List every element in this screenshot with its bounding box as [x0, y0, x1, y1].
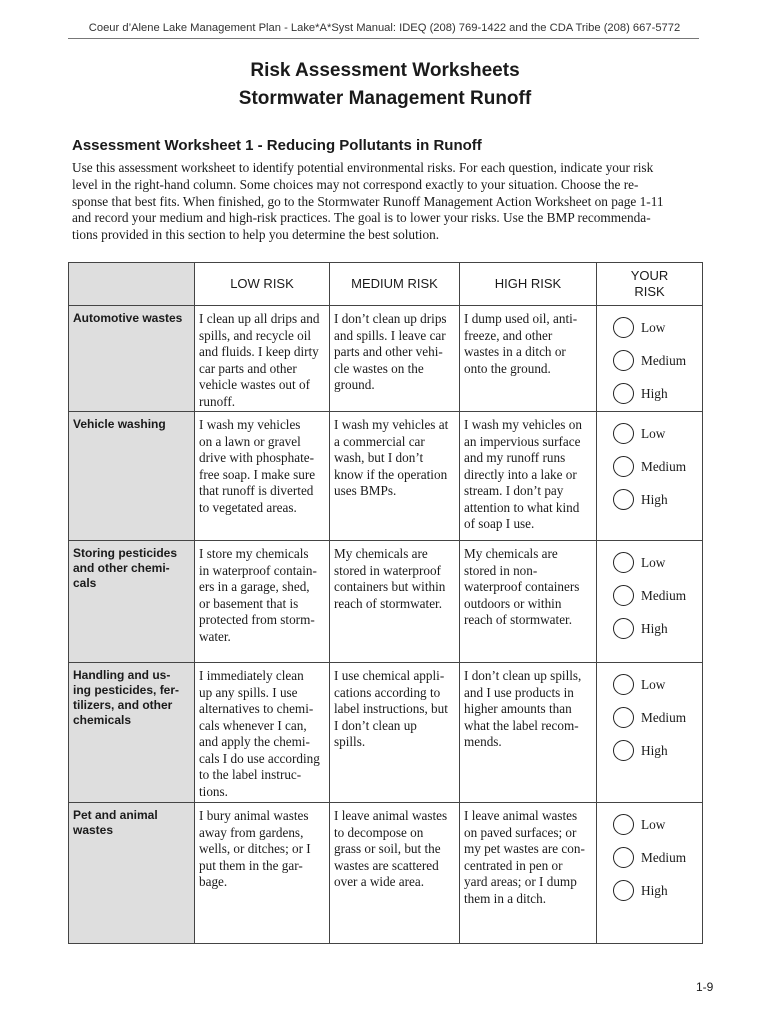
radio-circle-icon[interactable]	[613, 674, 634, 695]
table-row	[69, 541, 703, 663]
cell-text-line: spills.	[334, 734, 366, 749]
intro-line: and record your medium and high-risk practices. The goal is to lower your risks. Use the BMP recommenda-	[72, 210, 651, 226]
category-text-line: chemicals	[73, 713, 132, 727]
low-risk-description	[195, 306, 330, 412]
radio-circle-icon[interactable]	[613, 740, 634, 761]
cell-text-line: what the label recom-	[464, 717, 579, 733]
cell-text-line: label instructions, but	[334, 701, 448, 716]
cell-text-line: or basement that is	[199, 595, 299, 611]
category-text-line: tilizers, and other	[73, 698, 173, 712]
medium-risk-description	[330, 803, 460, 944]
radio-circle-icon[interactable]	[613, 489, 634, 510]
cell-text-line: to the label instruc-	[199, 767, 302, 782]
cell-text-line: I don’t clean up drips	[334, 311, 447, 326]
low-risk-description	[195, 803, 330, 944]
radio-circle-icon[interactable]	[613, 880, 634, 901]
cell-text-line: car parts and other	[199, 360, 297, 376]
risk-option-label: High	[641, 620, 668, 636]
cell-text-line: I use chemical appli-	[334, 668, 445, 683]
low-risk-description	[195, 412, 330, 541]
section-heading: Assessment Worksheet 1 - Reducing Pollutants in Runoff	[72, 137, 482, 154]
intro-paragraph	[72, 160, 704, 244]
cell-text-line: grass or soil, but the	[334, 841, 441, 856]
cell-text-line: drive with phosphate-	[199, 450, 314, 465]
category-text-line: Storing pesticides	[73, 546, 178, 560]
risk-option-medium[interactable]	[613, 344, 702, 377]
high-risk-description	[460, 541, 597, 663]
cell-text-line: wells, or ditches; or I	[199, 841, 311, 856]
cell-text-line: reach of stormwater.	[464, 612, 573, 627]
your-risk-selector	[597, 541, 703, 663]
cell-text-line: stored in non-	[464, 562, 538, 578]
header-your-risk	[597, 263, 703, 306]
risk-option-high[interactable]	[613, 483, 702, 516]
row-category	[69, 663, 195, 803]
row-category	[69, 541, 195, 663]
cell-text-line: I store my chemicals	[199, 546, 309, 561]
cell-text-line: put them in the gar-	[199, 857, 303, 873]
cell-text-line: on paved surfaces; or	[464, 824, 577, 840]
cell-text-line: onto the ground.	[464, 360, 551, 376]
risk-option-label: Low	[641, 676, 666, 692]
page-number: 1-9	[696, 980, 714, 994]
cell-text-line: my pet wastes are con-	[464, 841, 585, 856]
radio-circle-icon[interactable]	[613, 814, 634, 835]
cell-text-line: cle wastes on the	[334, 360, 424, 376]
cell-text-line: I leave animal wastes	[464, 808, 578, 823]
high-risk-description	[460, 306, 597, 412]
medium-risk-description	[330, 541, 460, 663]
risk-assessment-table	[68, 262, 703, 944]
risk-option-high[interactable]	[613, 612, 702, 645]
category-text-line: ing pesticides, fer-	[73, 683, 180, 697]
cell-text-line: in waterproof contain-	[199, 562, 317, 578]
radio-circle-icon[interactable]	[613, 585, 634, 606]
cell-text-line: protected from storm-	[199, 612, 315, 627]
cell-text-line: over a wide area.	[334, 874, 425, 889]
radio-circle-icon[interactable]	[613, 847, 634, 868]
radio-circle-icon[interactable]	[613, 383, 634, 404]
cell-text-line: I dump used oil, anti-	[464, 311, 578, 326]
cell-text-line: of soap I use.	[464, 516, 535, 531]
radio-circle-icon[interactable]	[613, 456, 634, 477]
cell-text-line: reach of stormwater.	[334, 595, 443, 611]
cell-text-line: free soap. I make sure	[199, 466, 316, 482]
page-title: Risk Assessment Worksheets	[250, 60, 520, 81]
risk-option-low[interactable]	[613, 311, 702, 344]
cell-text-line: ers in a garage, shed,	[199, 579, 310, 594]
risk-option-high[interactable]	[613, 734, 702, 767]
cell-text-line: centrated in pen or	[464, 857, 563, 873]
cell-text-line: wastes in a ditch or	[464, 344, 566, 359]
category-text-line: Pet and animal	[73, 808, 158, 822]
cell-text-line: to decompose on	[334, 824, 424, 840]
cell-text-line: I wash my vehicles on	[464, 417, 582, 432]
risk-option-low[interactable]	[613, 546, 702, 579]
your-risk-selector	[597, 663, 703, 803]
cell-text-line: away from gardens,	[199, 824, 304, 840]
risk-option-label: Medium	[641, 458, 687, 474]
low-risk-description	[195, 663, 330, 803]
risk-option-label: Low	[641, 554, 666, 570]
category-text-line: Handling and us-	[73, 668, 171, 682]
high-risk-description	[460, 663, 597, 803]
cell-text-line: I wash my vehicles at	[334, 417, 449, 432]
risk-option-medium[interactable]	[613, 579, 702, 612]
risk-option-label: Medium	[641, 709, 687, 725]
high-risk-description	[460, 412, 597, 541]
low-risk-description	[195, 541, 330, 663]
cell-text-line: yard areas; or I dump	[464, 874, 577, 889]
category-text-line: Vehicle washing	[73, 417, 166, 431]
medium-risk-description	[330, 663, 460, 803]
header-divider	[68, 38, 699, 39]
table-row	[69, 306, 703, 412]
cell-text-line: parts and other vehi-	[334, 344, 443, 359]
risk-option-medium[interactable]	[613, 841, 702, 874]
medium-risk-description	[330, 412, 460, 541]
header-medium-risk: MEDIUM RISK	[330, 263, 460, 306]
risk-option-label: High	[641, 742, 668, 758]
category-text-line: and other chemi-	[73, 561, 170, 575]
risk-option-label: Low	[641, 425, 666, 441]
cell-text-line: mends.	[464, 734, 502, 749]
cell-text-line: outdoors or within	[464, 595, 562, 611]
cell-text-line: I leave animal wastes	[334, 808, 448, 823]
cell-text-line: an impervious surface	[464, 433, 581, 449]
cell-text-line: bage.	[199, 874, 228, 889]
cell-text-line: up any spills. I use	[199, 684, 298, 700]
cell-text-line: I don’t clean up spills,	[464, 668, 582, 683]
category-text-line: Automotive wastes	[73, 311, 183, 325]
risk-option-label: High	[641, 385, 668, 401]
cell-text-line: I wash my vehicles	[199, 417, 301, 432]
cell-text-line: attention to what kind	[464, 499, 580, 515]
cell-text-line: I clean up all drips and	[199, 311, 320, 326]
cell-text-line: know if the operation	[334, 466, 448, 482]
your-risk-selector	[597, 412, 703, 541]
cell-text-line: and apply the chemi-	[199, 734, 310, 749]
radio-circle-icon[interactable]	[613, 707, 634, 728]
cell-text-line: that runoff is diverted	[199, 483, 314, 498]
category-text-line: cals	[73, 576, 97, 590]
cell-text-line: wastes are scattered	[334, 857, 439, 873]
cell-text-line: cals whenever I can,	[199, 717, 307, 733]
risk-option-label: Low	[641, 319, 666, 335]
cell-text-line: ground.	[334, 377, 375, 392]
risk-option-label: Medium	[641, 352, 687, 368]
category-text-line: wastes	[73, 823, 114, 837]
cell-text-line: directly into a lake or	[464, 466, 577, 482]
header-your-risk-line: RISK	[634, 284, 665, 299]
header-high-risk: HIGH RISK	[460, 263, 597, 306]
cell-text-line: My chemicals are	[464, 546, 558, 561]
medium-risk-description	[330, 306, 460, 412]
cell-text-line: and I use products in	[464, 684, 574, 700]
intro-line: sponse that best fits. When finished, go to the Stormwater Runoff Management Action Worksheet on page 1-11	[72, 193, 664, 209]
risk-option-high[interactable]	[613, 874, 702, 907]
intro-line: level in the right-hand column. Some choices may not correspond exactly to your situation. Choose the re-	[72, 176, 639, 192]
header-corner-cell	[69, 263, 195, 306]
cell-text-line: I don’t clean up	[334, 717, 417, 733]
risk-option-medium[interactable]	[613, 701, 702, 734]
page-subtitle: Stormwater Management Runoff	[238, 88, 532, 109]
cell-text-line: uses BMPs.	[334, 483, 397, 498]
risk-option-label: Medium	[641, 587, 687, 603]
cell-text-line: I bury animal wastes	[199, 808, 309, 823]
radio-circle-icon[interactable]	[613, 423, 634, 444]
table-row	[69, 663, 703, 803]
cell-text-line: water.	[199, 628, 231, 644]
risk-option-label: High	[641, 491, 668, 507]
running-header: Coeur d’Alene Lake Management Plan - Lake*A*Syst Manual: IDEQ (208) 769-1422 and the CDA Tribe (208) 667-5772	[88, 22, 681, 34]
table-header-row	[69, 263, 703, 306]
cell-text-line: spills, and recycle oil	[199, 327, 312, 343]
cell-text-line: cals I do use according	[199, 750, 320, 766]
intro-line: tions provided in this section to help you determine the best solution.	[72, 227, 440, 243]
radio-circle-icon[interactable]	[613, 552, 634, 573]
risk-option-label: Medium	[641, 849, 687, 865]
intro-line: Use this assessment worksheet to identify potential environmental risks. For each question, indicate your risk	[72, 160, 654, 175]
cell-text-line: on a lawn or gravel	[199, 433, 301, 449]
cell-text-line: to vegetated areas.	[199, 499, 297, 515]
cell-text-line: vehicle wastes out of	[199, 377, 310, 392]
cell-text-line: freeze, and other	[464, 327, 553, 343]
cell-text-line: a commercial car	[334, 433, 425, 449]
cell-text-line: containers but within	[334, 579, 446, 594]
radio-circle-icon[interactable]	[613, 618, 634, 639]
radio-circle-icon[interactable]	[613, 350, 634, 371]
cell-text-line: stream. I don’t pay	[464, 483, 564, 498]
cell-text-line: and spills. I leave car	[334, 327, 446, 343]
cell-text-line: cations according to	[334, 684, 441, 700]
header-your-risk-line: YOUR	[630, 268, 669, 283]
cell-text-line: waterproof containers	[464, 579, 580, 594]
cell-text-line: them in a ditch.	[464, 890, 547, 906]
risk-option-high[interactable]	[613, 377, 702, 410]
cell-text-line: I immediately clean	[199, 668, 304, 683]
header-low-risk: LOW RISK	[195, 263, 330, 306]
cell-text-line: stored in waterproof	[334, 562, 441, 578]
cell-text-line: and my runoff runs	[464, 450, 566, 465]
row-category	[69, 803, 195, 944]
risk-option-label: High	[641, 882, 668, 898]
risk-option-label: Low	[641, 816, 666, 832]
row-category	[69, 306, 195, 412]
risk-option-low[interactable]	[613, 808, 702, 841]
table-row	[69, 412, 703, 541]
table-row	[69, 803, 703, 944]
cell-text-line: runoff.	[199, 393, 236, 409]
your-risk-selector	[597, 306, 703, 412]
cell-text-line: tions.	[199, 783, 228, 799]
risk-option-medium[interactable]	[613, 450, 702, 483]
cell-text-line: alternatives to chemi-	[199, 701, 314, 716]
cell-text-line: and fluids. I keep dirty	[199, 344, 319, 359]
cell-text-line: higher amounts than	[464, 701, 572, 716]
risk-option-low[interactable]	[613, 668, 702, 701]
radio-circle-icon[interactable]	[613, 317, 634, 338]
cell-text-line: wash, but I don’t	[334, 450, 424, 465]
row-category	[69, 412, 195, 541]
cell-text-line: My chemicals are	[334, 546, 428, 561]
your-risk-selector	[597, 803, 703, 944]
high-risk-description	[460, 803, 597, 944]
risk-option-low[interactable]	[613, 417, 702, 450]
